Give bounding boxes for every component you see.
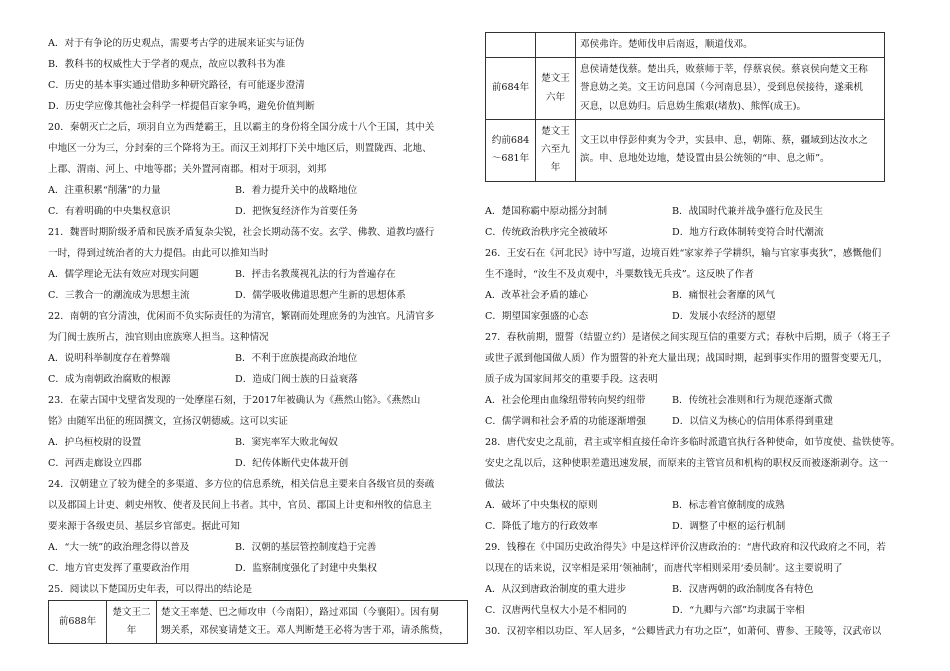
q26-stem-line: 26．王安石在《河北民》诗中写道，边境百姓“家家养子学耕织，输与官家事夷狄”，感慨他们 (485, 248, 882, 259)
q26-option-d[interactable]: D．发展小农经济的愿望 (672, 311, 776, 322)
q20-option-c[interactable]: C．有着明确的中央集权意识 (48, 206, 171, 217)
q29-option-c[interactable]: C．汉唐两代皇权大小是不相同的 (485, 605, 627, 616)
q24-stem-line: 24．汉朝建立了较为健全的多渠道、多方位的信息系统，相关信息主要来自各级官员的奏疏 (48, 479, 435, 490)
table-cell-event: 楚文王率楚、巴之师攻申（今南阳），路过邓国（今襄阳）。因有舅 甥关系，邓侯宴请楚文王。邓人判断楚王必将为害于邓，请杀熊赀， (157, 601, 468, 644)
q28-option-c[interactable]: C．降低了地方的行政效率 (485, 521, 598, 532)
q24-stem-line: 以及郡国上计吏、刺史州牧、使者及民间上书者。其中，官员、郡国上计吏和州牧的信息主 (48, 500, 432, 511)
q27-stem-line: 或世子派到他国做人质）作为盟誓的补充大量出现；战国时期，起到事实作用的盟誓变要无几， (485, 353, 888, 364)
q28-option-b[interactable]: B．标志着官僚制度的成熟 (672, 500, 785, 511)
q23-option-c[interactable]: C．河西走廊设立四郡 (48, 458, 142, 469)
q20-option-b[interactable]: B．着力提升关中的战略地位 (235, 185, 358, 196)
q26-option-c[interactable]: C．期望国家强盛的心态 (485, 311, 589, 322)
table-cell-event: 息侯请楚伐蔡。楚出兵，败蔡师于莘，俘蔡哀侯。蔡哀侯向楚文王称 誉息妫之美。文王访问息国（今河南息县），受到息侯接待，遂乘机 灭息，以息妫归。后息妫生熊艰(堵敖)、熊恽(成王)。 (576, 58, 885, 120)
q28-option-d[interactable]: D．调整了中枢的运行机制 (672, 521, 786, 532)
q25-option-c[interactable]: C．传统政治秩序完全被破坏 (485, 227, 608, 238)
q26-option-b[interactable]: B．痛恨社会奢靡的风气 (672, 290, 775, 301)
q22-option-a[interactable]: A．说明科举制度存在着弊端 (48, 353, 171, 364)
q29-option-b[interactable]: B．汉唐两朝的政治制度各有特色 (672, 584, 814, 595)
table-cell-event: 邓侯弗许。楚师伐申后南返，顺道伐邓。 (576, 33, 885, 58)
history-table-part1 (48, 600, 468, 644)
q24-option-c[interactable]: C．地方官吏发挥了重要政治作用 (48, 563, 190, 574)
table-cell-year: 前684年 (486, 58, 536, 120)
q22-option-d[interactable]: D．造成门阀士族的日益衰落 (235, 374, 358, 385)
q20-option-d[interactable]: D．把恢复经济作为首要任务 (235, 206, 358, 217)
table-cell-reign: 楚文王 六年 (536, 58, 576, 120)
table-cell-reign: 楚文王二年 (107, 601, 157, 644)
q26-stem-line: 生不逢时，“汝生不及贞观中，斗粟数钱无兵戎”。这反映了作者 (485, 269, 754, 280)
q27-stem-line: 质子成为国家间邦交的重要手段。这表明 (485, 374, 658, 385)
table-cell-year: 前688年 (49, 601, 107, 644)
q28-stem-line: 安史之乱以后，这种使职差遣迅速发展，而原来的主管官员和机构的职权反而被逐渐剥夺。这一 (485, 458, 888, 469)
q22-stem-line: 22．南朝的官分清浊，优闲而不负实际责任的为清官，繁剧而处理庶务的为浊官。凡清官多 (48, 311, 435, 322)
q23-option-a[interactable]: A．护乌桓校尉的设置 (48, 437, 142, 448)
q24-stem-line: 要来源于各级吏员、基层乡官部吏。据此可知 (48, 521, 240, 532)
q23-stem-line: 铭》由随军出征的班固撰文，宣扬汉朝德威。这可以实证 (48, 416, 288, 427)
table-row (49, 601, 468, 644)
q22-option-c[interactable]: C．成为南朝政治腐败的根源 (48, 374, 171, 385)
q24-option-a[interactable]: A．“大一统”的政治理念得以普及 (48, 542, 190, 553)
q19-option-d: D．历史学应像其他社会科学一样提倡百家争鸣，避免价值判断 (48, 101, 315, 112)
q25-option-d[interactable]: D．地方行政体制转变符合时代潮流 (672, 227, 824, 238)
table-cell-reign (536, 33, 576, 58)
q27-stem-line: 27．春秋前期，盟誓（结盟立约）是诸侯之间实现互信的重要方式；春秋中后期，质子（将王子 (485, 332, 891, 343)
q22-option-b[interactable]: B．不利于庶族提高政治地位 (235, 353, 358, 364)
history-table-part2 (485, 32, 885, 182)
q25-option-b[interactable]: B．战国时代兼并战争盛行危及民生 (672, 206, 823, 217)
q25-stem-line: 25．阅读以下楚国历史年表，可以得出的结论是 (48, 584, 253, 595)
q30-stem-line: 30．汉初宰相以功臣、军人居多，“公卿皆武力有功之臣”，如萧何、曹参、王陵等，汉武帝以 (485, 626, 882, 637)
table-cell-year (486, 33, 536, 58)
q23-option-b[interactable]: B．窦宪率军大败北匈奴 (235, 437, 338, 448)
q19-option-a: A．对于有争论的历史观点，需要考古学的进展来证实与证伪 (48, 38, 305, 49)
q24-option-d[interactable]: D．监察制度强化了封建中央集权 (235, 563, 378, 574)
table-cell-year: 约前684 ～681年 (486, 119, 536, 181)
q27-option-a[interactable]: A．社会伦理由血缘纽带转向契约纽带 (485, 395, 646, 406)
q24-option-b[interactable]: B．汉朝的基层管控制度趋于完善 (235, 542, 377, 553)
table-cell-reign: 楚文王 六至九 年 (536, 119, 576, 181)
q22-stem-line: 为门阀士族所占，浊官则由庶族寒人担当。这种情况 (48, 332, 269, 343)
q19-option-b: B．教科书的权威性大于学者的观点，故应以教科书为准 (48, 59, 286, 70)
table-cell-event: 文王以申俘彭仲爽为令尹，实县申、息，朝陈、蔡，疆域到达汝水之 滨。申、息地处边地，楚设置由县公统领的“申、息之师”。 (576, 119, 885, 181)
q28-option-a[interactable]: A．破坏了中央集权的原则 (485, 500, 598, 511)
q21-option-c[interactable]: C．三教合一的潮流成为思想主流 (48, 290, 190, 301)
q21-option-d[interactable]: D．儒学吸收佛道思想产生新的思想体系 (235, 290, 406, 301)
q21-stem-line: 一时，得到过统治者的大力提倡。由此可以推知当时 (48, 248, 269, 259)
q27-option-b[interactable]: B．传统社会准则和行为规范逐渐式微 (672, 395, 833, 406)
q23-option-d[interactable]: D．纪传体断代史体裁开创 (235, 458, 349, 469)
q27-option-d[interactable]: D．以信义为核心的信用体系得到重建 (672, 416, 834, 427)
q21-option-a[interactable]: A．儒学理论无法有效应对现实问题 (48, 269, 199, 280)
q21-stem-line: 21．魏晋时期阶级矛盾和民族矛盾复杂尖锐，社会长期动荡不安。玄学、佛教、道教均盛行 (48, 227, 435, 238)
table-row (486, 119, 885, 181)
q28-stem-line: 做法 (485, 479, 505, 490)
q23-stem-line: 23．在蒙古国中戈壁省发现的一处摩崖石刻，于2017年被确认为《燕然山铭》。《燕然山 (48, 395, 421, 406)
q25-option-a[interactable]: A．楚国称霸中原动摇分封制 (485, 206, 608, 217)
table-row (486, 58, 885, 120)
q29-stem-line: 以现在的话来说，汉宰相是采用‘领袖制’，而唐代宰相则采用‘委员制’。这主要说明了 (485, 563, 843, 574)
q20-option-a[interactable]: A．注重积累“削藩”的力量 (48, 185, 161, 196)
q20-stem-line: 20．秦朝灭亡之后，项羽自立为西楚霸王，且以霸主的身份将全国分成十八个王国，其中关 (48, 122, 435, 133)
q20-stem-line: 中地区一分为三，分封秦的三个降将为王。而汉王刘邦打下关中地区后，则置陇西、北地、 (48, 143, 432, 154)
q28-stem-line: 28．唐代安史之乱前，君主或宰相直接任命许多临时派遣官执行各种使命，如节度使、盐铁使等。 (485, 437, 901, 448)
q19-option-c: C．历史的基本事实通过借助多种研究路径，有可能逐步澄清 (48, 80, 305, 91)
q29-option-d[interactable]: D．“九卿与六部”均隶属于宰相 (672, 605, 805, 616)
q20-stem-line: 上郡、渭南、河上、中地等郡；关外置河南郡。相对于项羽，刘邦 (48, 164, 327, 175)
table-row (486, 33, 885, 58)
q26-option-a[interactable]: A．改革社会矛盾的雄心 (485, 290, 588, 301)
q27-option-c[interactable]: C．儒学调和社会矛盾的功能逐渐增强 (485, 416, 646, 427)
q29-option-a[interactable]: A．从汉到唐政治制度的重大进步 (485, 584, 627, 595)
q29-stem-line: 29．钱穆在《中国历史政治得失》中是这样评价汉唐政治的：“唐代政府和汉代政府之不同，若 (485, 542, 886, 553)
q21-option-b[interactable]: B．抨击名教蔑视礼法的行为普遍存在 (235, 269, 396, 280)
